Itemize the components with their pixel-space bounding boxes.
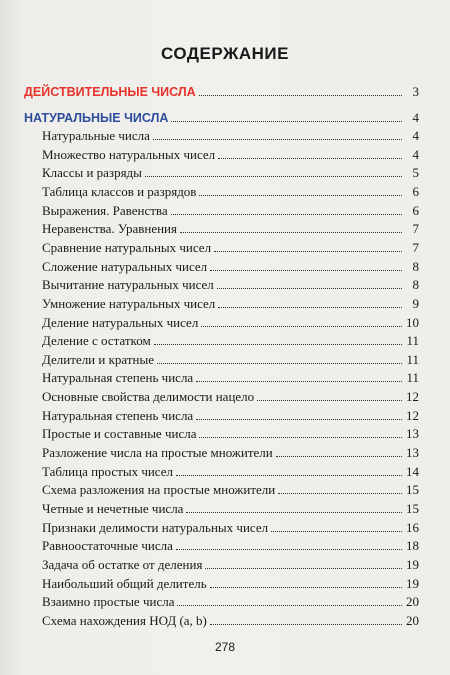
entry-label: Наибольший общий делитель [42, 575, 207, 591]
dot-leader [210, 586, 402, 588]
dot-leader [257, 399, 402, 401]
entry-page: 6 [412, 183, 419, 199]
dot-leader [186, 511, 402, 513]
toc-entry[interactable] [42, 294, 419, 312]
entry-label: Взаимно простые числа [42, 594, 175, 610]
dot-leader [218, 157, 402, 159]
dot-leader [199, 194, 402, 196]
toc-entry[interactable] [42, 163, 419, 181]
section-page: 3 [412, 84, 419, 99]
entry-page: 20 [406, 612, 419, 628]
entry-label: Признаки делимости натуральных чисел [42, 519, 269, 535]
dot-leader [153, 138, 402, 140]
entry-page: 15 [406, 501, 419, 516]
entry-page: 11 [406, 370, 419, 386]
toc-entry[interactable] [42, 350, 419, 368]
page-number: 278 [214, 640, 236, 654]
toc-entry[interactable] [42, 518, 419, 536]
toc-entry[interactable] [42, 331, 419, 349]
section-page: 4 [412, 110, 419, 125]
entry-label: Сложение натуральных чисел [42, 258, 208, 274]
toc-entry[interactable] [42, 480, 419, 498]
toc-entry[interactable] [42, 182, 419, 200]
toc-entry[interactable] [42, 611, 419, 629]
dot-leader [171, 120, 402, 122]
entry-page: 8 [412, 277, 419, 293]
entry-label: Натуральная степень числа [42, 370, 194, 386]
entry-label: Сравнение натуральных чисел [42, 239, 212, 255]
entry-label: Умножение натуральных чисел [42, 295, 216, 311]
dot-leader [176, 474, 402, 476]
toc-entry[interactable] [42, 592, 419, 610]
dot-leader [205, 567, 402, 569]
entry-page: 18 [406, 538, 419, 554]
entry-label: Простые и составные числа [42, 426, 197, 442]
entry-label: Равноостаточные числа [42, 538, 173, 554]
entry-label: Задача об остатке от деления [42, 556, 203, 572]
dot-leader [217, 287, 402, 289]
dot-leader [210, 269, 402, 271]
entry-page: 19 [406, 575, 419, 591]
toc-entry[interactable] [42, 219, 419, 237]
toc-entry[interactable] [42, 238, 419, 256]
entry-label: Выражения. Равенства [42, 202, 168, 218]
toc-section-real-numbers[interactable] [24, 82, 419, 100]
entry-page: 6 [412, 202, 419, 218]
entry-page: 9 [412, 295, 419, 311]
entry-page: 11 [406, 351, 419, 367]
toc-section-natural-numbers[interactable] [24, 108, 419, 126]
entry-label: Деление с остатком [42, 333, 151, 349]
entry-page: 10 [406, 314, 419, 330]
entry-page: 8 [412, 258, 419, 274]
dot-leader [218, 306, 402, 308]
dot-leader [199, 94, 402, 96]
toc-entry[interactable] [42, 368, 419, 386]
entry-label: Делители и кратные [42, 351, 154, 367]
entry-label: Схема разложения на простые множители [42, 482, 276, 498]
entry-label: Деление натуральных чисел [42, 314, 199, 330]
toc-entry[interactable] [42, 462, 419, 480]
dot-leader [278, 492, 402, 494]
entry-page: 11 [406, 333, 419, 349]
entry-label: Разложение числа на простые множители [42, 445, 273, 461]
entry-page: 16 [406, 519, 419, 535]
entry-page: 20 [406, 594, 419, 610]
dot-leader [214, 250, 402, 252]
toc-entry[interactable] [42, 145, 419, 163]
toc-entry[interactable] [42, 275, 419, 293]
entry-label: Таблица простых чисел [42, 463, 173, 479]
toc-entry[interactable] [42, 406, 419, 424]
toc-entry[interactable] [42, 424, 419, 442]
dot-leader [271, 530, 402, 532]
dot-leader [180, 231, 402, 233]
entry-label: Четные и нечетные числа [42, 501, 184, 516]
toc-entry[interactable] [42, 574, 419, 592]
entry-label: Классы и разряды [42, 165, 142, 181]
toc-entry[interactable] [42, 313, 419, 331]
entry-page: 19 [406, 556, 419, 572]
dot-leader [201, 325, 402, 327]
toc-entry[interactable] [42, 555, 419, 573]
entry-label: Основные свойства делимости нацело [42, 389, 255, 405]
entry-page: 7 [412, 239, 419, 255]
toc-entry[interactable] [42, 257, 419, 275]
entry-label: Схема нахождения НОД (a, b) [42, 612, 207, 628]
entry-label: Вычитание натуральных чисел [42, 277, 214, 293]
dot-leader [177, 604, 402, 606]
entry-label: Множество натуральных чисел [42, 146, 216, 162]
entry-page: 13 [406, 445, 419, 461]
toc-entry[interactable] [42, 126, 419, 144]
toc-entry[interactable] [42, 387, 419, 405]
dot-leader [196, 418, 402, 420]
dot-leader [154, 343, 402, 345]
entry-page: 15 [406, 482, 419, 498]
entry-page: 5 [412, 165, 419, 181]
entry-page: 12 [406, 389, 419, 405]
section-label: ДЕЙСТВИТЕЛЬНЫЕ ЧИСЛА [24, 85, 196, 99]
toc-entry[interactable] [42, 499, 419, 517]
entry-page: 14 [406, 463, 419, 479]
entry-label: Натуральная степень числа [42, 407, 194, 423]
toc-entry[interactable] [42, 536, 419, 554]
dot-leader [210, 623, 402, 625]
dot-leader [157, 362, 402, 364]
dot-leader [196, 380, 402, 382]
entry-label: Натуральные числа [42, 128, 150, 143]
dot-leader [171, 213, 402, 215]
dot-leader [276, 455, 402, 457]
entry-page: 12 [406, 407, 419, 423]
entry-label: Таблица классов и разрядов [42, 183, 197, 199]
entry-page: 13 [406, 426, 419, 442]
entry-page: 7 [412, 221, 419, 237]
entry-page: 4 [412, 146, 419, 162]
dot-leader [199, 436, 402, 438]
toc-entry[interactable] [42, 201, 419, 219]
section-label: НАТУРАЛЬНЫЕ ЧИСЛА [24, 111, 169, 125]
entry-page: 4 [412, 128, 419, 143]
dot-leader [145, 175, 402, 177]
toc-entry[interactable] [42, 443, 419, 461]
dot-leader [176, 548, 402, 550]
page-title: СОДЕРЖАНИЕ [161, 44, 289, 63]
entry-label: Неравенства. Уравнения [42, 221, 177, 237]
